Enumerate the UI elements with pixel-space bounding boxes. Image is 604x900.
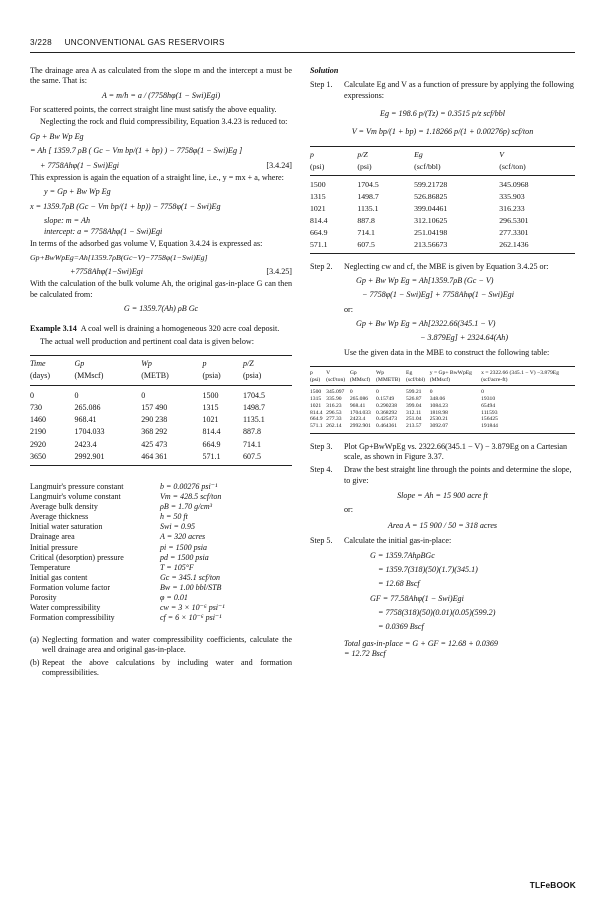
running-title: UNCONVENTIONAL GAS RESERVOIRS	[64, 38, 225, 47]
table-cell: 1704.5	[243, 390, 266, 400]
parameter-row	[30, 532, 292, 542]
parameter-value: Bw = 1.00 bbl/STB	[160, 582, 222, 592]
table-header: p	[310, 146, 357, 160]
equation: Gp + Bw Wp Eg = Ah[1359.7ρB (Gc − V)	[356, 275, 494, 285]
step-text: Draw the best straight line through the points and determine the slope, to give:	[344, 465, 572, 485]
equation: x = 1359.7ρB (Gc − Vm bp/(1 + bp)) − 7758φ(1 − Swi)Eg	[30, 201, 221, 211]
table-cell: 213.56673	[414, 239, 499, 253]
table-cell: 2423.4	[74, 439, 97, 449]
table-cell: 1021	[310, 203, 326, 213]
step-text: Neglecting cw and cf, the MBE is given by Equation 3.4.25 or:	[344, 261, 549, 271]
table-cell: 1500	[310, 389, 322, 396]
table-cell: 1460	[30, 415, 46, 425]
step-label: Step 4.	[310, 465, 333, 475]
table-unit: (psia)	[203, 370, 244, 385]
table-cell: 526.87	[406, 396, 422, 403]
table-cell: 213.57	[406, 423, 430, 433]
step-label: Step 3.	[310, 441, 333, 451]
header-rule	[30, 52, 575, 53]
equation: A = m/h = a / (7758hφ(1 − Swi)Egi)	[101, 90, 221, 100]
equation: G = 1359.7AhρBGc	[370, 550, 435, 560]
example-text: A coal well is draining a homogeneous 320 acre coal deposit.	[80, 324, 280, 334]
solution-title: Solution	[310, 66, 339, 75]
table-cell: 265.086	[74, 402, 101, 412]
paragraph: This expression is again the equation of a straight line, i.e., y = mx + a, where:	[30, 172, 284, 182]
table-cell: 1498.7	[243, 402, 266, 412]
table-header: p/Z	[243, 356, 292, 371]
equation: = 7758(318)(50)(0.01)(0.05)(599.2)	[378, 608, 496, 617]
list-item	[30, 658, 292, 679]
equation: Eg = 198.6 p/(Tz) = 0.3515 p/z scf/bbl	[380, 109, 505, 119]
table-row	[310, 175, 575, 190]
table-cell: 714.1	[243, 439, 262, 449]
step-text: Plot Gp+BwWpEg vs. 2322.66(345.1 − V) − 3.879Eg on a Cartesian scale, as shown in Figure 3.37.	[344, 441, 568, 462]
parameter-label: Initial water saturation	[30, 522, 103, 532]
example-label: Example 3.14	[30, 324, 77, 334]
equation-row	[30, 267, 292, 277]
step	[310, 536, 575, 546]
table-cell: 1704.033	[349, 409, 371, 416]
list-label: (a)	[30, 635, 39, 645]
equation: Area A = 15 900 / 50 = 318 acres	[387, 520, 498, 530]
table-header: V	[499, 146, 575, 160]
table-cell: 251.04198	[414, 227, 448, 237]
table-cell: 316.233	[499, 203, 525, 213]
page-number: 3/228	[30, 38, 52, 47]
equation: = Ah [ 1359.7 ρB ( Gc − Vm bp/(1 + bp) ) − 7758φ(1 − Swi)Eg ]	[30, 146, 243, 156]
table-cell: 664.9	[310, 227, 328, 237]
table-unit: (scf/bbl)	[414, 161, 499, 175]
parameter-label: Critical (desorption) pressure	[30, 552, 124, 562]
table-row	[30, 451, 292, 466]
equation: +7758Ahφ(1−Swi)Egi	[70, 267, 143, 276]
table-cell: 19310	[481, 396, 496, 403]
parameter-label: Langmuir's volume constant	[30, 492, 121, 502]
table-cell: 191844	[481, 423, 575, 433]
table-unit: (scf/acre-ft)	[481, 377, 575, 386]
table-cell: 1498.7	[357, 191, 379, 201]
parameter-row	[30, 502, 292, 512]
table-unit: (MMscf)	[430, 377, 481, 386]
table-header: Gp	[350, 367, 376, 377]
table-header: Gp	[74, 356, 141, 371]
table-cell: 277.3301	[499, 227, 529, 237]
step-label: Step 2.	[310, 261, 333, 271]
parameter-row	[30, 553, 292, 563]
equation-number: [3.4.24]	[266, 160, 292, 170]
table-cell: 887.8	[243, 427, 262, 437]
equation: + 7758Ahφ(1 − Swi)Egi	[40, 160, 120, 170]
eg-v-table	[310, 146, 575, 254]
parameter-value: Swi = 0.95	[160, 522, 195, 532]
equation: Gp + Bw Wp Eg = Ah[2322.66(345.1 − V)	[356, 318, 496, 328]
table-row	[310, 416, 575, 423]
table-cell: 571.1	[310, 423, 326, 433]
table-cell: 0	[74, 390, 79, 400]
page-header	[30, 38, 575, 49]
table-cell: 464 361	[141, 451, 202, 466]
table-cell: 0.290238	[376, 402, 397, 409]
table-header: y = Gp+ BwWpEg	[430, 367, 481, 377]
table-cell: 0.425473	[376, 416, 397, 423]
table-cell: 0	[429, 389, 433, 396]
table-cell: 316.23	[326, 402, 342, 409]
table-cell: 1704.033	[74, 427, 105, 437]
parameter-label: Langmuir's pressure constant	[30, 482, 124, 492]
table-cell: 599.21728	[414, 179, 448, 189]
table-cell: 1500	[310, 179, 326, 189]
table-cell: 968.41	[74, 415, 97, 425]
list-label: (b)	[30, 657, 40, 667]
parameter-label: Porosity	[30, 592, 57, 602]
table-cell: 3650	[30, 451, 74, 466]
parameter-label: Formation compressibility	[30, 613, 115, 623]
equation: − 7758φ(1 − Swi)Eg] + 7758Ahφ(1 − Swi)Egi	[362, 290, 514, 300]
table-row	[310, 239, 575, 253]
parameter-value: Vm = 428.5 scf/ton	[160, 492, 222, 502]
mbe-table-body	[310, 386, 575, 433]
table-unit: (MMscf)	[350, 377, 376, 386]
table-cell: 277.33	[326, 416, 342, 423]
parameter-value: ρB = 1.70 g/cm³	[160, 502, 213, 512]
step	[310, 465, 575, 486]
question-list	[30, 635, 292, 678]
table-cell: 1084.23	[429, 402, 448, 409]
table-cell: 0	[349, 389, 353, 396]
table-unit: (psi)	[310, 377, 326, 386]
parameter-label: Average bulk density	[30, 502, 98, 512]
total-line: Total gas-in-place = G + GF = 12.68 + 0.0369	[344, 638, 498, 648]
table-cell: 3092.07	[430, 423, 481, 433]
equation: = 1359.7(318)(50)(1.7)(345.1)	[378, 564, 478, 574]
equation: GF = 77.58Ahφ(1 − Swi)Egi	[370, 593, 464, 603]
parameter-value: φ = 0.01	[160, 592, 188, 602]
list-item	[30, 635, 292, 656]
step-text: Calculate Eg and V as a function of pressure by applying the following expressions:	[344, 80, 574, 100]
table-unit: (MMscf)	[74, 370, 141, 385]
equation: Slope = Ah = 15 900 acre ft	[397, 491, 488, 501]
table-cell: 664.9	[202, 439, 221, 449]
table-cell: 607.5	[357, 239, 414, 253]
table-row	[30, 426, 292, 438]
parameter-row	[30, 522, 292, 532]
production-table	[30, 355, 292, 466]
production-table-body	[30, 385, 292, 465]
table-cell: 0.15749	[376, 396, 395, 403]
parameter-value: pd = 1500 psia	[160, 552, 209, 562]
parameter-label: Drainage area	[30, 532, 75, 542]
table-unit: (scf/ton)	[499, 161, 575, 175]
parameter-row	[30, 583, 292, 593]
table-unit: (psi)	[357, 161, 414, 175]
table-cell: 0.368292	[376, 409, 397, 416]
table-cell: 157 490	[141, 402, 168, 412]
equation: G = 1359.7(Ah) ρB Gc	[123, 304, 199, 314]
table-cell: 368 292	[141, 427, 168, 437]
equation: intercept: a = 7758Ahφ(1 − Swi)Egi	[44, 227, 163, 237]
table-row	[30, 402, 292, 414]
or-text: or:	[344, 304, 353, 314]
step-label: Step 1.	[310, 80, 333, 90]
parameter-row	[30, 563, 292, 573]
table-cell: 1135.1	[357, 203, 379, 213]
table-header: Time	[30, 356, 74, 371]
table-cell: 0	[481, 389, 484, 396]
parameter-value: Gc = 345.1 scf/ton	[160, 572, 221, 582]
parameter-value: pi = 1500 psia	[160, 542, 207, 552]
parameter-row	[30, 613, 292, 623]
table-cell: 251.04	[406, 416, 422, 423]
parameter-label: Temperature	[30, 562, 71, 572]
table-cell: 814.4	[310, 409, 323, 416]
table-cell: 1021	[310, 402, 322, 409]
table-cell: 425 473	[141, 439, 168, 449]
paragraph: The drainage area A as calculated from the slope m and the intercept a must be the same. That is:	[30, 66, 292, 86]
table-cell: 1315	[310, 396, 322, 403]
table-cell: 571.1	[203, 451, 244, 466]
equation: = 12.68 Bscf	[378, 579, 420, 589]
table-unit: (MMETB)	[376, 377, 406, 386]
table-row	[310, 227, 575, 239]
table-cell: 399.04461	[414, 203, 448, 213]
table-cell: 335.903	[499, 191, 525, 201]
table-cell: 0	[141, 390, 146, 400]
parameter-value: A = 320 acres	[160, 532, 206, 542]
step	[310, 442, 575, 463]
table-header: V	[326, 367, 350, 377]
table-row	[310, 215, 575, 227]
table-cell: 714.1	[357, 227, 375, 237]
equation: Gp+BwWpEg=Ah[1359.7ρB(Gc−V)−7758φ(1−Swi)Eg]	[30, 253, 208, 263]
table-row	[30, 439, 292, 451]
or-text: or:	[344, 505, 353, 515]
table-cell: 312.10625	[414, 215, 448, 225]
parameter-row	[30, 543, 292, 553]
table-header: Eg	[414, 146, 499, 160]
footer-mark: TLFeBOOK	[529, 880, 576, 890]
table-cell: 814.4	[202, 427, 221, 437]
table-header: Wp	[376, 367, 406, 377]
table-cell: 2530.21	[429, 416, 448, 423]
equation: V = Vm bp/(1 + bp) = 1.18266 p/(1 + 0.00276p) scf/ton	[351, 127, 534, 137]
table-cell: 887.8	[357, 215, 375, 225]
step-label: Step 5.	[310, 536, 333, 546]
table-cell: 2423.4	[349, 416, 366, 423]
table-header: p	[203, 356, 244, 371]
parameter-value: cw = 3 × 10⁻⁶ psi⁻¹	[160, 602, 225, 612]
paragraph: Use the given data in the MBE to construct the following table:	[344, 347, 550, 357]
table-cell: 296.53	[326, 409, 342, 416]
step	[310, 262, 575, 272]
table-cell: 0	[376, 389, 379, 396]
table-unit: (psia)	[243, 370, 292, 385]
eg-v-table-body	[310, 175, 575, 253]
parameter-row	[30, 512, 292, 522]
table-unit: (days)	[30, 370, 74, 385]
table-row	[310, 203, 575, 215]
paragraph: Neglecting the rock and fluid compressibility, Equation 3.4.23 is reduced to:	[40, 117, 288, 127]
equation: = 0.0369 Bscf	[378, 622, 424, 632]
parameter-value: b = 0.00276 psi⁻¹	[160, 482, 218, 492]
parameter-value: h = 50 ft	[160, 512, 188, 522]
list-text: Neglecting formation and water compressibility coefficients, calculate the well drainage area and original gas-in-place.	[42, 635, 292, 655]
table-cell: 599.21	[406, 389, 422, 396]
table-cell: 2920	[30, 439, 46, 449]
table-header: Eg	[406, 367, 430, 377]
table-cell: 65494	[481, 402, 496, 409]
table-cell: 730	[30, 402, 42, 412]
table-row	[310, 396, 575, 403]
parameter-row	[30, 593, 292, 603]
table-cell: 1021	[202, 415, 219, 425]
table-row	[310, 386, 575, 396]
parameter-row	[30, 492, 292, 502]
table-unit: (METB)	[141, 370, 202, 385]
table-cell: 526.86825	[414, 191, 448, 201]
table-cell: 1135.1	[243, 415, 265, 425]
parameter-row	[30, 482, 292, 492]
equation-number: [3.4.25]	[266, 267, 292, 276]
equation: y = Gp + Bw Wp Eg	[44, 187, 111, 197]
table-cell: 814.4	[310, 215, 328, 225]
table-cell: 312.11	[406, 409, 422, 416]
equation: Gp + Bw Wp Eg	[30, 131, 84, 141]
table-cell: 111593	[481, 409, 498, 416]
table-cell: 2992.901	[350, 423, 376, 433]
table-cell: 1704.5	[357, 179, 379, 189]
parameter-row	[30, 603, 292, 613]
paragraph: With the calculation of the bulk volume Ah, the original gas-in-place G can then be calculated from:	[30, 279, 292, 299]
paragraph: The actual well production and pertinent coal data is given below:	[40, 336, 254, 346]
table-cell: 296.5301	[499, 215, 529, 225]
parameter-row	[30, 573, 292, 583]
mbe-table	[310, 366, 575, 434]
right-column	[310, 66, 575, 659]
table-cell: 968.41	[349, 402, 366, 409]
table-header: Wp	[141, 356, 202, 371]
equation-row	[30, 161, 292, 171]
table-cell: 571.1	[310, 239, 357, 253]
table-cell: 262.1436	[499, 239, 575, 253]
equation: slope: m = Ah	[44, 215, 91, 225]
table-header: p	[310, 367, 326, 377]
table-header: p/Z	[357, 146, 414, 160]
parameter-value: T = 105°F	[160, 562, 194, 572]
parameter-label: Average thickness	[30, 512, 89, 522]
table-row	[310, 410, 575, 417]
table-cell: 335.90	[326, 396, 342, 403]
parameter-list	[30, 482, 292, 623]
table-row	[310, 191, 575, 203]
table-cell: 345.097	[326, 389, 345, 396]
step-text: Calculate the initial gas-in-place:	[344, 536, 452, 546]
paragraph: For scattered points, the correct straight line must satisfy the above equality.	[30, 105, 277, 115]
table-cell: 607.5	[243, 451, 292, 466]
table-cell: 290 238	[141, 415, 168, 425]
parameter-value: cf = 6 × 10⁻⁶ psi⁻¹	[160, 613, 222, 623]
table-header: x = 2322.66 (345.1 − V) −3.879Eg	[481, 367, 575, 377]
table-row	[310, 423, 575, 433]
table-cell: 262.14	[326, 423, 350, 433]
list-text: Repeat the above calculations by including water and formation compressibilities.	[42, 657, 292, 678]
table-unit: (psi)	[310, 161, 357, 175]
example-heading	[30, 324, 292, 334]
table-cell: 156425	[481, 416, 498, 423]
parameter-label: Formation volume factor	[30, 582, 110, 592]
parameter-label: Initial pressure	[30, 542, 78, 552]
parameter-label: Initial gas content	[30, 572, 88, 582]
table-unit: (scf/bbl)	[406, 377, 430, 386]
total-line: = 12.72 Bscf	[344, 649, 386, 659]
paragraph: In terms of the adsorbed gas volume V, Equation 3.4.24 is expressed as:	[30, 238, 263, 248]
table-unit: (scf/ton)	[326, 377, 350, 386]
equation: − 3.879Eg] + 2324.64(Ah)	[420, 333, 509, 343]
table-cell: 1500	[202, 390, 219, 400]
table-cell: 2992.901	[74, 451, 141, 466]
step	[310, 80, 575, 101]
table-cell: 265.086	[349, 396, 369, 403]
table-cell: 1315	[310, 191, 326, 201]
table-cell: 399.04	[406, 402, 422, 409]
table-cell: 664.9	[310, 416, 323, 423]
table-cell: 0	[30, 390, 34, 400]
table-cell: 1315	[202, 402, 219, 412]
parameter-label: Water compressibility	[30, 602, 101, 612]
table-cell: 348.06	[429, 396, 446, 403]
table-cell: 345.0968	[499, 179, 529, 189]
table-cell: 2190	[30, 427, 46, 437]
table-row	[30, 414, 292, 426]
table-cell: 1818.98	[429, 409, 448, 416]
table-cell: 0.464361	[376, 423, 406, 433]
left-column	[30, 66, 292, 681]
table-row	[30, 385, 292, 402]
table-row	[310, 403, 575, 410]
